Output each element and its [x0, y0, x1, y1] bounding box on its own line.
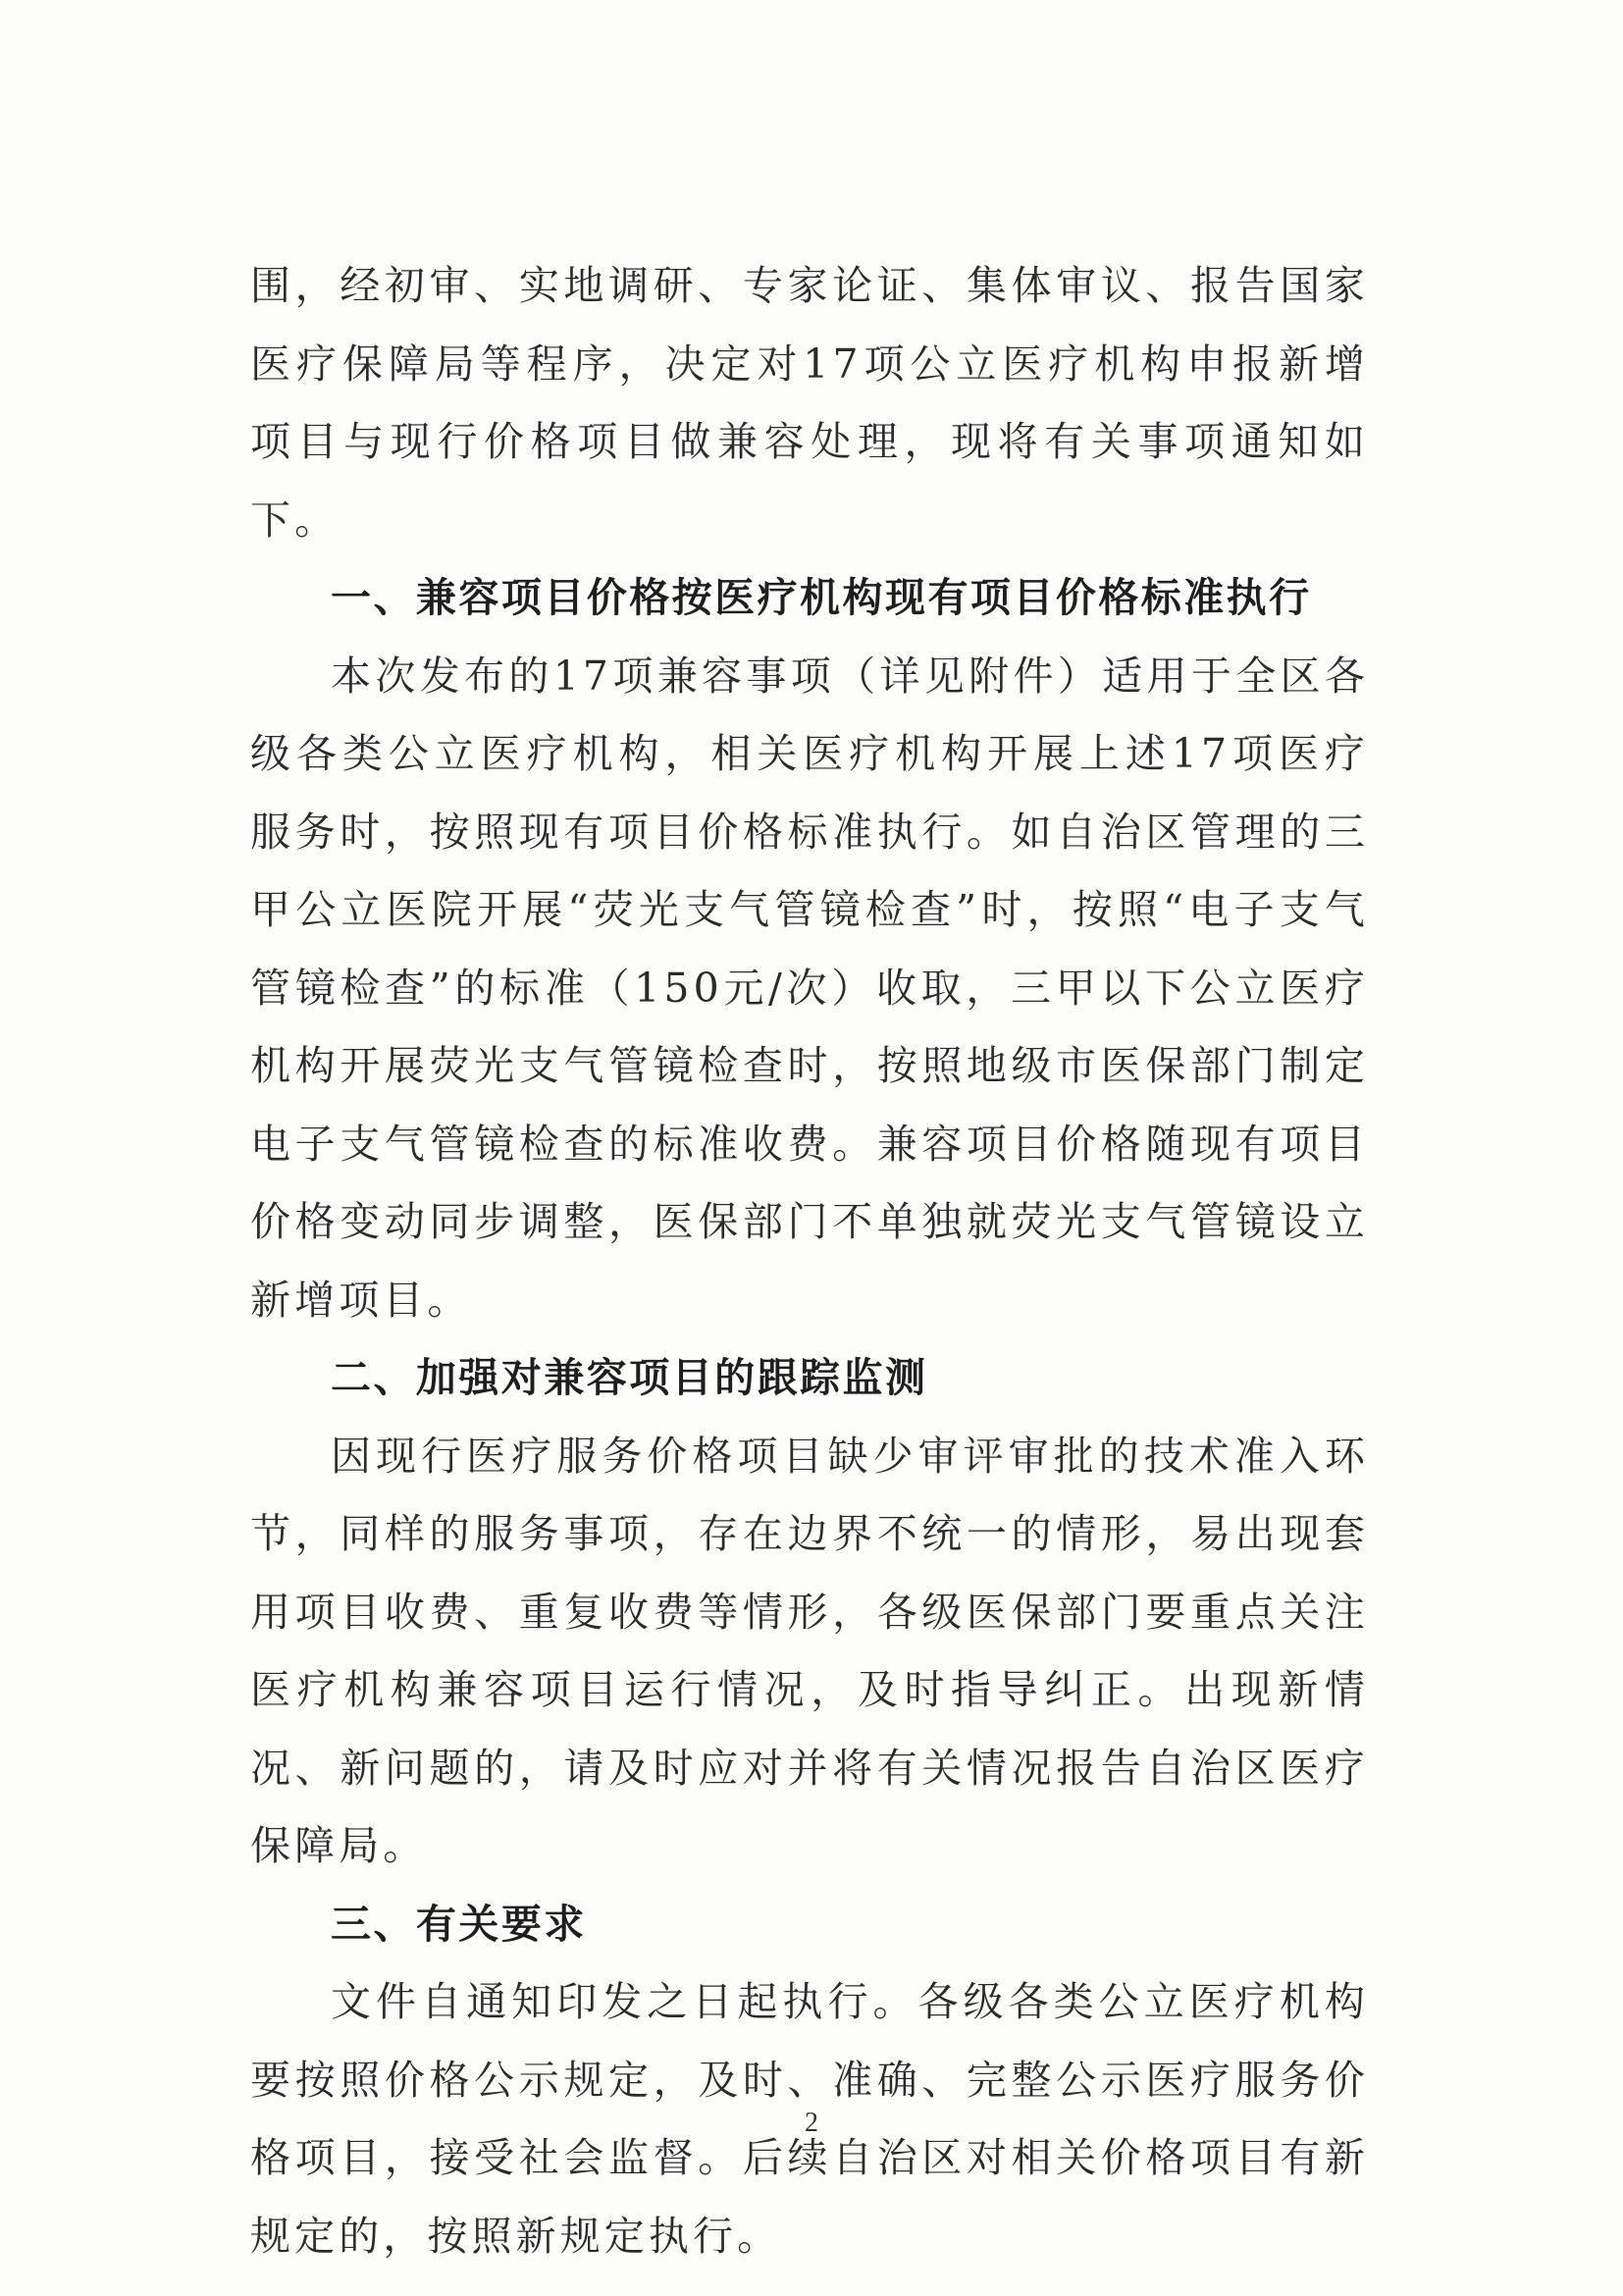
section-heading-3: 三、有关要求: [331, 1900, 587, 1948]
paragraph-section-1: 本次发布的17项兼容事项（详见附件）适用于全区各级各类公立医疗机构，相关医疗机构开展上述17项医疗服务时，按照现有项目价格标准执行。如自治区管理的三甲公立医院开展“荧光支气管镜检查”时，按照“电子支气管镜检查”的标准（150元/次）收取，三甲以下公立医疗机构开展荧光支气管镜检查时，按照地级市医保部门制定电子支气管镜检查的标准收费。兼容项目价格随现有项目价格变动同步调整，医保部门不单独就荧光支气管镜设立新增项目。: [250, 652, 1369, 1324]
document-body: [250, 247, 1369, 2275]
paragraph-intro-continued: 围，经初审、实地调研、专家论证、集体审议、报告国家医疗保障局等程序，决定对17项公立医疗机构申报新增项目与现行价格项目做兼容处理，现将有关事项通知如下。: [250, 262, 1369, 544]
page-number: 2: [805, 2108, 818, 2138]
section-heading-2: 二、加强对兼容项目的跟踪监测: [331, 1354, 928, 1401]
paragraph-section-3: 文件自通知印发之日起执行。各级各类公立医疗机构要按照价格公示规定，及时、准确、完整公示医疗服务价格项目，接受社会监督。后续自治区对相关价格项目有新规定的，按照新规定执行。: [250, 1978, 1369, 2260]
paragraph-section-2: 因现行医疗服务价格项目缺少审评审批的技术准入环节，同样的服务事项，存在边界不统一的情形，易出现套用项目收费、重复收费等情形，各级医保部门要重点关注医疗机构兼容项目运行情况，及时指导纠正。出现新情况、新问题的，请及时应对并将有关情况报告自治区医疗保障局。: [250, 1432, 1369, 1869]
section-heading-1: 一、兼容项目价格按医疗机构现有项目价格标准执行: [331, 574, 1312, 621]
